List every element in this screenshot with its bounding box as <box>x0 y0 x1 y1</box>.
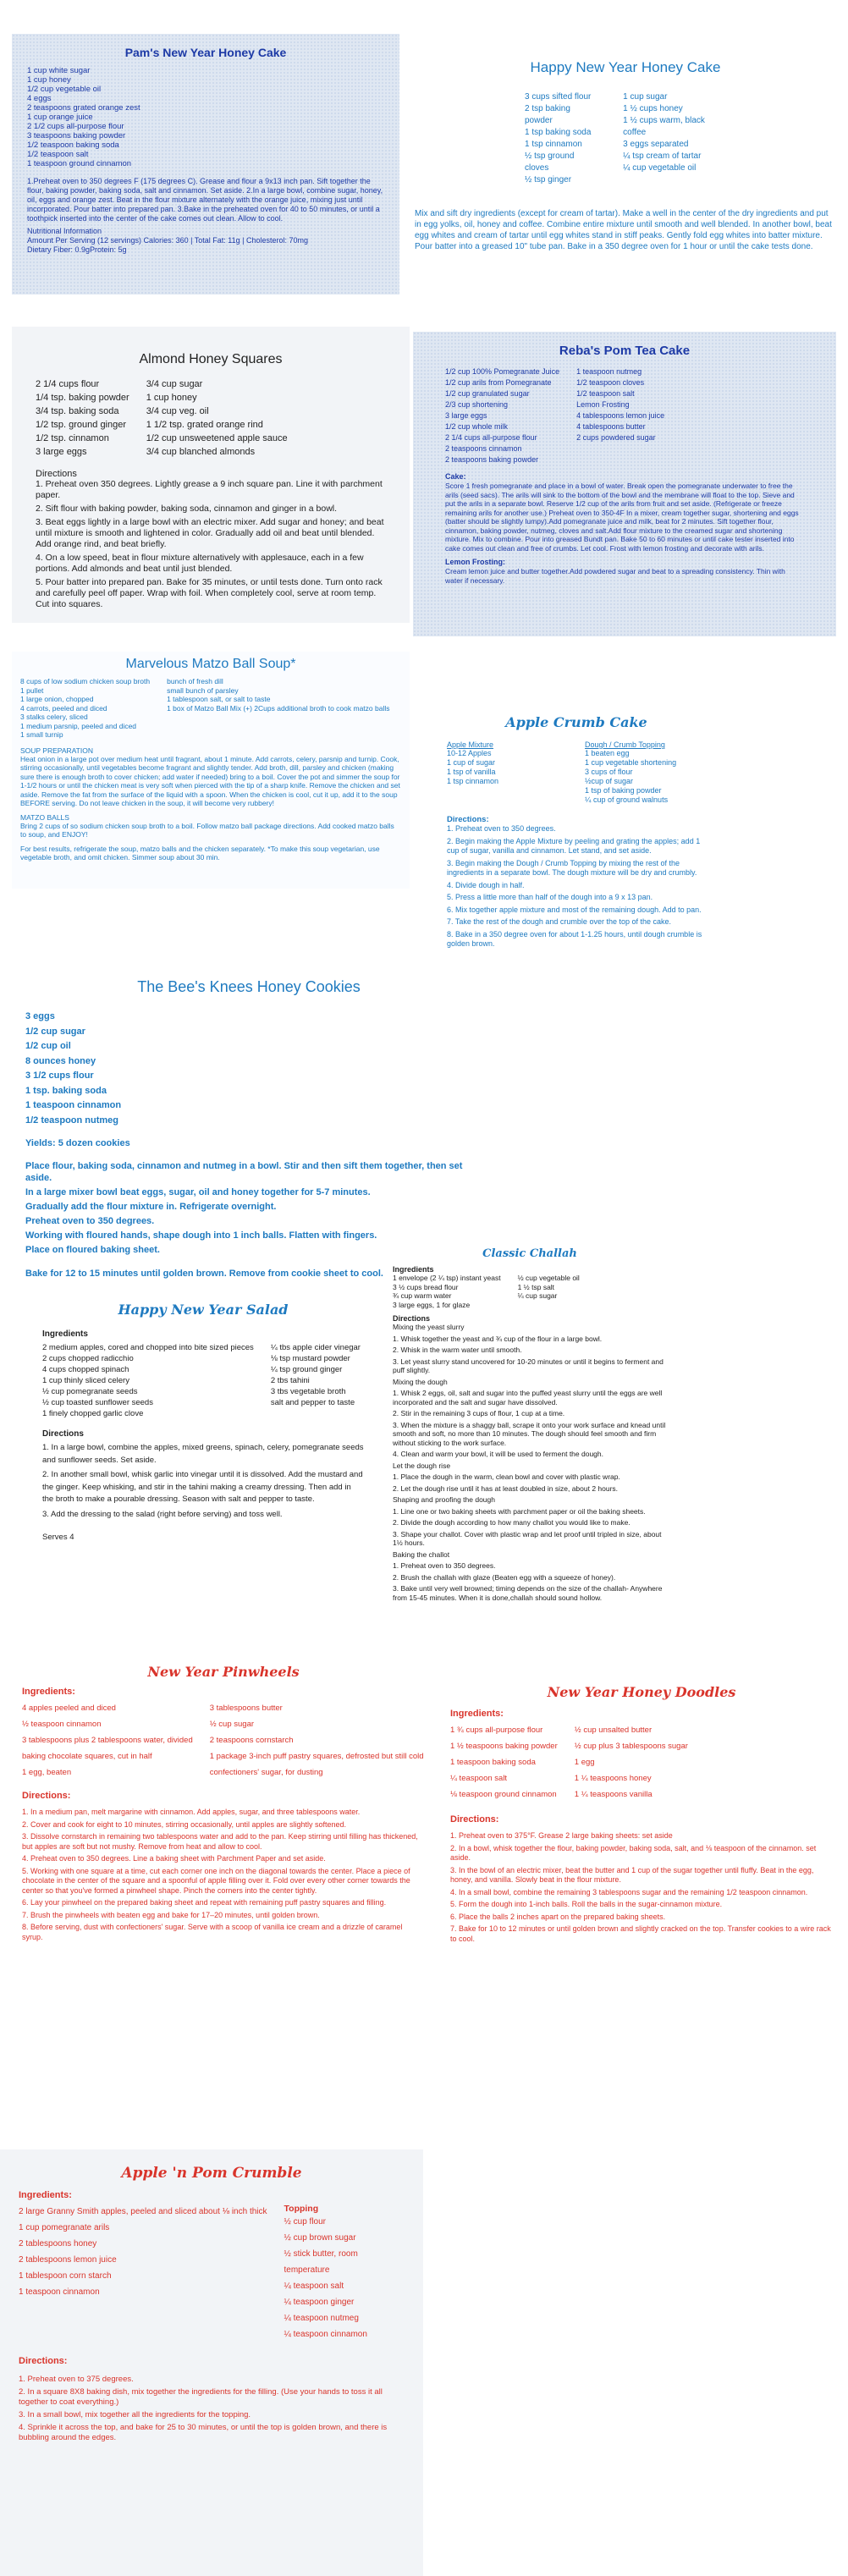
ingredient-list <box>585 749 706 805</box>
ingredient-item: 1 cup sugar <box>623 92 668 102</box>
ingredient-list <box>445 366 559 465</box>
ingredient-item: ½cup of sugar <box>585 777 634 785</box>
apple-pom-crumble-card <box>0 2149 423 2576</box>
ingredient-item: 4 tablespoons lemon juice <box>576 411 665 420</box>
ingredient-item: 1 teaspoon baking soda <box>450 1758 536 1767</box>
ingredient-item: 3 tbs vegetable broth <box>270 1387 346 1396</box>
topping-label: Topping <box>284 2204 319 2214</box>
ingredient-item: ½ cup plus 3 tablespoons sugar <box>574 1742 688 1751</box>
directions-list <box>447 824 706 949</box>
ingredient-item: ¼ cup sugar <box>517 1291 558 1300</box>
ingredient-item: 1 finely chopped garlic clove <box>42 1409 144 1418</box>
direction-step: 3. In a small bowl, mix together all the ingredients for the topping. <box>19 2410 251 2419</box>
direction-step: 1. Line one or two baking sheets with parchment paper or oil the baking sheets. <box>393 1506 646 1516</box>
ingredient-item: 1 teaspoon nutmeg <box>576 367 642 376</box>
ingredient-item: ¼ tsp ground ginger <box>270 1365 343 1374</box>
apple-mixture-head: Apple Mixture <box>447 740 494 749</box>
ingredient-item: 3/4 tsp. baking soda <box>36 406 119 416</box>
direction-step: 2. Let the dough rise until it has at least doubled in size, about 2 hours. <box>393 1483 619 1493</box>
ingredient-list <box>146 377 288 459</box>
ingredient-item: ¼ teaspoon cinnamon <box>284 2330 367 2339</box>
ingredient-item: 4 cups chopped spinach <box>42 1365 129 1374</box>
direction-step: 3. When the mixture is a shaggy ball, scrape it onto your work surface and knead until smooth and soft, no more than 10 minutes. The dough should feel smooth and firm without sticking to the work surface. <box>393 1420 666 1447</box>
directions-label: Directions: <box>450 1814 499 1825</box>
ingredient-item: 1 1/2 tsp. grated orange rind <box>146 420 263 430</box>
bees-knees-cookies-card <box>12 973 486 1286</box>
direction-step: 2. Sift flour with baking powder, baking soda, cinnamon and ginger in a bowl. <box>36 504 338 514</box>
ingredient-list <box>167 677 389 740</box>
cake-label: Cake: <box>445 472 466 481</box>
directions-list <box>42 1442 364 1521</box>
direction-step: Let the dough rise <box>393 1461 451 1470</box>
ingredient-item: 1 ½ tsp salt <box>517 1282 555 1291</box>
ingredient-item: 1 ¾ cups all-purpose flour <box>450 1726 543 1735</box>
directions-text: 1.Preheat oven to 350 degrees F (175 degrees C). Grease and flour a 9x13 inch pan. Sift together the flour, baking powder, baking soda, salt and cinnamon. Set aside. 2.In a large bowl, combine sugar, honey, oil, eggs and orange zest. Beat in the flour mixture alternately with the orange juice, mixing just until incorporated. Pour batter into prepared pan. 3.Bake in the preheated oven for 40 to 50 minutes, or until a toothpick inserted into the center of the cake comes out clean. Allow to cool. <box>27 177 383 223</box>
ingredients-label: Ingredients: <box>450 1709 504 1719</box>
ingredient-item: 1/2 cup vegetable oil <box>27 85 102 94</box>
ingredients-label: Ingredients: <box>19 2190 72 2200</box>
directions-list <box>393 1323 667 1602</box>
ingredient-item: 1/2 teaspoon baking soda <box>27 140 119 150</box>
ingredient-item: 1 cup white sugar <box>27 66 91 75</box>
ingredient-item: 1 box of Matzo Ball Mix (+) 2Cups additional broth to cook matzo balls <box>167 703 390 713</box>
directions-label: Directions: <box>19 2356 68 2366</box>
ingredient-item: 3 tablespoons butter <box>209 1704 283 1713</box>
ingredient-item: ¼ teaspoon ginger <box>284 2298 355 2307</box>
ingredient-list <box>19 2204 267 2342</box>
directions-label: Directions: <box>22 1791 71 1801</box>
directions-list <box>36 479 386 610</box>
yields-text: Yields: 5 dozen cookies <box>25 1138 130 1148</box>
ingredient-columns <box>428 366 821 465</box>
direction-step: 2. In another small bowl, whisk garlic into vinegar until it is dissolved. Add the mustard and the ginger. Keep whisking, and stir in the tahini making a creamy dressing. Then add in the broth to make a pourable dressing. Season with salt and pepper to taste. <box>42 1470 363 1504</box>
direction-step: Place on floured baking sheet. <box>25 1245 160 1255</box>
ingredient-item: 2 teaspoons baking powder <box>445 455 539 464</box>
ingredient-item: 1/2 cup unsweetened apple sauce <box>146 433 288 443</box>
ingredient-item: 1/2 cup whole milk <box>445 422 509 431</box>
cake-directions: Score 1 fresh pomegranate and place in a bowl of water. Break open the pomegranate underwater to free the arils (seed sacs). The arils will sink to the bottom of the bowl and the membrane will float to the top. Sieve and put the arils in a separate bowl. Reserve 1/2 cup of the arils from fruit and set aside. (Refrigerate or freeze remaining arils for another use.) Preheat oven to 350-4F In a mixer, cream together sugar, shortening and eggs (batter should be slightly lumpy).Add pomegranate juice and milk, beat for 2 minutes. Sift together flour, cinnamon, baking powder, nutmeg, cloves and salt.Add flour mixture to the creamed sugar and shortening mixture. Mix to combine. Pour into greased Bundt pan. Bake 50 to 60 minutes or until cake tester inserted into cake comes out clean and free of crumbs. Let cool. Frost with lemon frosting and decorate with arils. <box>445 482 799 553</box>
ingredient-item: 1 tablespoon salt, or salt to taste <box>167 695 271 703</box>
ingredient-item: 8 ounces honey <box>25 1055 96 1066</box>
recipe-title: Marvelous Matzo Ball Soup* <box>125 657 296 671</box>
ingredient-item: 1 large onion, chopped <box>20 695 94 703</box>
ingredients-label: Ingredients <box>42 1329 88 1339</box>
frosting-label: Lemon Frosting: <box>445 558 505 566</box>
directions-list <box>450 1831 833 1944</box>
ingredient-columns <box>20 677 401 740</box>
direction-step: 5. Press a little more than half of the dough into a 9 x 13 pan. <box>447 893 653 901</box>
balls-label: MATZO BALLS <box>20 812 69 822</box>
ingredient-item: 4 apples peeled and diced <box>22 1704 116 1713</box>
ingredient-columns <box>42 1342 364 1419</box>
direction-step: Gradually add the flour mixture in. Refrigerate overnight. <box>25 1202 277 1212</box>
ingredient-item: 1 ¼ teaspoons vanilla <box>574 1790 653 1799</box>
happy-new-year-salad-card <box>34 1286 372 1608</box>
direction-step: 1. Preheat oven to 375°F. Grease 2 large baking sheets: set aside <box>450 1831 673 1840</box>
ingredient-item: 3 ½ cups bread flour <box>393 1282 459 1291</box>
balls-text: Bring 2 cups of so sodium chicken soup broth to a boil. Follow matzo ball package directions. Add cooked matzo balls to soup, and ENJOY! <box>20 821 394 839</box>
direction-step: 6. Mix together apple mixture and most of the remaining dough. Add to pan. <box>447 905 702 914</box>
ingredient-item: 1 tsp cinnamon <box>447 777 499 785</box>
direction-step: 1. In a medium pan, melt margarine with cinnamon. Add apples, sugar, and three tablespoons water. <box>22 1808 361 1816</box>
ingredient-item: ½ cup pomegranate seeds <box>42 1387 138 1396</box>
ingredient-item: 1/2 cup 100% Pomegranate Juice <box>445 367 560 376</box>
direction-step: 5. Form the dough into 1-inch balls. Roll the balls in the sugar-cinnamon mixture. <box>450 1900 723 1908</box>
ingredient-item: 1 tablespoon corn starch <box>19 2271 112 2281</box>
ingredient-item: ½ stick butter, room temperature <box>284 2249 358 2275</box>
ingredient-item: baking chocolate squares, cut in half <box>22 1752 152 1761</box>
ingredient-item: 3 large eggs <box>36 447 87 457</box>
ingredient-item: confectioners' sugar, for dusting <box>209 1768 323 1777</box>
ingredient-item: bunch of fresh dill <box>167 677 223 685</box>
ingredient-item: ¼ cup vegetable oil <box>623 163 697 173</box>
new-year-pinwheels-card <box>12 1659 435 2056</box>
ingredient-item: 2 1/4 cups all-purpose flour <box>445 433 537 442</box>
ingredient-item: 1 tsp cinnamon <box>525 140 582 149</box>
ingredient-list <box>36 377 129 459</box>
direction-step: 2. Stir in the remaining 3 cups of flour, 1 cup at a time. <box>393 1409 565 1417</box>
ingredient-item: 1/2 teaspoon cloves <box>576 378 645 387</box>
ingredient-item: 3 eggs separated <box>623 140 689 149</box>
ingredient-item: ½ cup unsalted butter <box>574 1726 653 1735</box>
ingredient-item: 1 tsp baking soda <box>525 128 592 137</box>
ingredient-item: 1 egg, beaten <box>22 1768 72 1777</box>
ingredient-item: 1 pullet <box>20 685 44 695</box>
ingredient-list <box>271 1342 361 1419</box>
ingredient-item: 1 ½ teaspoons baking powder <box>450 1742 558 1751</box>
ingredient-item: 1 medium parsnip, peeled and diced <box>20 721 137 730</box>
ingredient-item: small bunch of parsley <box>167 685 239 695</box>
ingredient-item: 1/4 tsp. baking powder <box>36 393 129 403</box>
ingredient-item: 2 tbs tahini <box>270 1376 310 1385</box>
directions-label: Directions <box>36 469 77 479</box>
ingredient-item: 8 cups of low sodium chicken soup broth <box>20 677 151 685</box>
direction-step: 4. On a low speed, beat in flour mixture alternatively with applesauce, each in a few portions. Add almonds and beat until just blended. <box>36 553 364 574</box>
ingredient-item: salt and pepper to taste <box>270 1398 355 1407</box>
ingredient-list <box>20 677 150 740</box>
classic-challah-card <box>386 1244 674 1642</box>
direction-step: 1. Place the dough in the warm, clean bowl and cover with plastic wrap. <box>393 1472 620 1481</box>
ingredient-item: ½ tsp ground cloves <box>525 151 575 173</box>
ingredient-list <box>525 91 597 186</box>
nutrition-text: Nutritional Information Amount Per Serving (12 servings) Calories: 360 | Total Fat: 11g | Cholesterol: 70mg Dietary Fiber: 0.9gProtein: 5g <box>27 227 309 254</box>
directions-label: Directions: <box>447 815 489 824</box>
ingredient-item: 1 cup thinly sliced celery <box>42 1376 129 1385</box>
direction-step: 6. Lay your pinwheel on the prepared baking sheet and repeat with remaining puff pastry squares and filling. <box>22 1898 387 1907</box>
ingredient-item: 4 tablespoons butter <box>576 422 646 431</box>
reba-pom-tea-cake-card <box>413 332 836 636</box>
ingredient-item: 1 cup honey <box>27 75 71 85</box>
ingredient-item: 1 small turnip <box>20 730 63 739</box>
ingredient-item: 3 stalks celery, sliced <box>20 713 88 721</box>
direction-step: 2. In a bowl, whisk together the flour, baking powder, baking soda, salt, and ⅛ teaspoon of the cinnamon. set aside. <box>450 1843 817 1862</box>
ingredient-columns <box>36 377 386 459</box>
direction-step: 2. In a square 8X8 baking dish, mix together the ingredients for the filling. (Use your hands to toss it all together to coat everything.) <box>19 2387 383 2407</box>
ingredient-item: ½ tsp ginger <box>525 175 572 184</box>
ingredient-item: 3 eggs <box>25 1011 55 1021</box>
prep-text: Heat onion in a large pot over medium heat until fragrant, about 1 minute. Add carrots, celery, parsnip and turnip. Cook, stirring occasionally, until vegetables become fragrant and slightly tender. Add broth, dill, parsley and chicken (making sure there is enough broth to cover chicken; add water if needed) bring to a boil. Cover the pot and simmer the soup for 1-1/2 hours or until the chicken meat is very soft when pierced with the tip of a sharp knife. Remove the chicken and set aside. Remove the fat from the surface of the liquid with a spoon. When the chicken is cool, cut it up, add it to the soup BEFORE serving. Do not leave chicken in the soup, it will become very rubbery! <box>20 754 400 807</box>
ingredient-columns <box>447 740 706 805</box>
recipe-title: Reba's Pom Tea Cake <box>559 344 691 358</box>
ingredient-list <box>42 1342 254 1419</box>
ingredient-item: 2 teaspoons cinnamon <box>445 444 522 453</box>
ingredient-item: 2 tsp baking powder <box>525 104 570 125</box>
ingredient-item: 1 beaten egg <box>585 749 630 757</box>
ingredient-item: 2 1/4 cups flour <box>36 379 100 389</box>
recipe-title: Happy New Year Honey Cake <box>530 59 721 75</box>
ingredient-item: 4 carrots, peeled and diced <box>20 703 107 713</box>
direction-step: 4. Sprinkle it across the top, and bake for 25 to 30 minutes, or until the top is golden brown, and there is bubbling around the edges. <box>19 2423 388 2442</box>
ingredients-label: Ingredients: <box>22 1687 75 1697</box>
ingredient-item: 1 teaspoon cinnamon <box>19 2287 100 2297</box>
ingredient-item: 1 cup of sugar <box>447 758 496 767</box>
direction-step: 3. Bake until very well browned; timing depends on the size of the challah- Anywhere from 15-45 minutes. When it is done,challah should sound hollow. <box>393 1584 663 1602</box>
direction-step: 1. Preheat oven to 350 degrees. <box>393 1561 496 1570</box>
ingredient-item: 2 cups powdered sugar <box>576 433 656 442</box>
ingredient-list <box>393 1274 501 1309</box>
direction-step: 7. Bake for 10 to 12 minutes or until golden brown and slightly cracked on the top. Transfer cookies to a wire rack to cool. <box>450 1924 831 1943</box>
direction-step: 5. Pour batter into prepared pan. Bake for 35 minutes, or until tests done. Turn onto rack and carefully peel off paper. Wrap with foil. When completely cool, serve at room temp. Cut into squares. <box>36 577 383 609</box>
apple-crumb-cake-card <box>437 709 716 963</box>
ingredient-columns <box>415 91 836 186</box>
ingredient-item: 3/4 cup sugar <box>146 379 203 389</box>
ingredient-item: 1/2 teaspoon salt <box>27 150 89 159</box>
ingredient-item: 2 1/2 cups all-purpose flour <box>27 122 124 131</box>
direction-step: 3. Add the dressing to the salad (right before serving) and toss well. <box>42 1509 283 1519</box>
matzo-ball-soup-card <box>12 652 410 889</box>
ingredient-item: ⅛ tsp mustard powder <box>270 1354 350 1363</box>
direction-step: 1. Preheat oven to 350 degrees. <box>447 824 556 833</box>
ingredient-item: 2 teaspoons cornstarch <box>209 1736 294 1745</box>
ingredient-list <box>27 66 384 168</box>
almond-honey-squares-card <box>12 327 410 623</box>
ingredient-item: 1 teaspoon ground cinnamon <box>27 159 132 168</box>
direction-step: Baking the challot <box>393 1549 450 1559</box>
ingredient-list <box>576 366 664 465</box>
ingredient-list <box>518 1274 580 1309</box>
direction-step: 7. Take the rest of the dough and crumble over the top of the cake. <box>447 917 672 926</box>
ingredient-item: ½ cup flour <box>284 2217 326 2226</box>
ingredient-columns <box>393 1274 667 1309</box>
ingredient-item: 1 cup vegetable shortening <box>585 758 677 767</box>
ingredient-item: 1 cup orange juice <box>27 113 93 122</box>
direction-step: 4. Preheat oven to 350 degrees. Line a baking sheet with Parchment Paper and set aside. <box>22 1854 326 1863</box>
direction-step: 1. Preheat oven 350 degrees. Lightly grease a 9 inch square pan. Line it with parchment paper. <box>36 479 383 500</box>
ingredient-list <box>284 2214 405 2342</box>
ingredient-item: 3 cups sifted flour <box>525 92 592 102</box>
direction-step: Preheat oven to 350 degrees. <box>25 1216 155 1226</box>
directions-text: Mix and sift dry ingredients (except for cream of tartar). Make a well in the center of the dry ingredients and put in egg yolks, oil, honey and coffee. Combine entire mixture until smooth and well blended. In another bowl, beat egg whites and cream of tartar until egg whites stand in stiff peaks. Gently fold egg whites into batter mixture. Pour batter into a greased 10" tube pan. Bake in a 350 degree oven for 1 hour or until the cake tests done. <box>415 209 832 251</box>
directions-list <box>19 2375 405 2443</box>
ingredient-item: ¼ teaspoon salt <box>450 1774 508 1783</box>
ingredient-item: 4 eggs <box>27 94 52 103</box>
ingredient-list <box>575 1722 688 1803</box>
ingredients-label: Ingredients <box>393 1265 434 1274</box>
direction-step: 6. Place the balls 2 inches apart on the prepared baking sheets. <box>450 1912 666 1921</box>
direction-step: 4. Divide dough in half. <box>447 880 525 889</box>
ingredient-item: 1/2 teaspoon nutmeg <box>25 1115 119 1126</box>
ingredient-item: 1 teaspoon cinnamon <box>25 1100 122 1110</box>
direction-step: 4. Clean and warm your bowl, it will be used to ferment the dough. <box>393 1450 603 1458</box>
ingredient-list <box>25 1010 472 1128</box>
ingredient-item: 1 tsp of baking powder <box>585 786 662 795</box>
ingredient-item: 3 large eggs, 1 for glaze <box>393 1300 471 1309</box>
ingredient-item: 1/2 cup granulated sugar <box>445 389 530 398</box>
recipe-title: Apple 'n Pom Crumble <box>121 2165 302 2182</box>
ingredient-item: 1 egg <box>574 1758 595 1767</box>
direction-step: 5. Working with one square at a time, cut each corner one inch on the diagonal towards the center. Place a piece of chocolate in the center of the square and a spoonful of apple filling over it. Fold over every other corner towards the center so that you've formed a pinwheel shape. Pinch the corners into the center tightly. <box>22 1866 410 1895</box>
direction-step: In a large mixer bowl beat eggs, sugar, oil and honey together for 5-7 minutes. <box>25 1187 371 1197</box>
ingredient-item: 3 cups of flour <box>585 768 633 776</box>
crumb-topping-head: Dough / Crumb Topping <box>585 740 665 749</box>
prep-label: SOUP PREPARATION <box>20 746 93 755</box>
recipe-title: New Year Pinwheels <box>147 1664 300 1680</box>
ingredient-item: 1/2 cup oil <box>25 1041 71 1051</box>
ingredient-item: 10-12 Apples <box>447 749 492 757</box>
ingredient-item: 1/2 tsp. cinnamon <box>36 433 109 443</box>
ingredient-item: 3 1/2 cups flour <box>25 1071 94 1081</box>
ingredient-item: 1 cup pomegranate arils <box>19 2223 110 2232</box>
direction-step: Mixing the yeast slurry <box>393 1323 465 1331</box>
ingredient-columns <box>22 1700 425 1781</box>
ingredient-item: ¼ tsp cream of tartar <box>623 151 702 161</box>
ingredient-item: 3 tablespoons plus 2 tablespoons water, divided <box>22 1736 193 1745</box>
direction-step: 7. Brush the pinwheels with beaten egg and bake for 17–20 minutes, until golden brown. <box>22 1910 320 1919</box>
ingredient-item: 2 large Granny Smith apples, peeled and sliced about ⅛ inch thick <box>19 2207 267 2216</box>
ingredient-item: ¼ tbs apple cider vinegar <box>270 1343 361 1352</box>
recipe-title: Happy New Year Salad <box>118 1302 289 1318</box>
ingredient-item: 1/2 cup sugar <box>25 1026 85 1037</box>
direction-step: Bake for 12 to 15 minutes until golden brown. Remove from cookie sheet to cool. <box>25 1269 383 1279</box>
direction-step: Working with floured hands, shape dough into 1 inch balls. Flatten with fingers. <box>25 1230 377 1241</box>
direction-step: 1. Whisk 2 eggs, oil, salt and sugar into the puffed yeast slurry until the eggs are well incorporated and the salt and sugar have dissolved. <box>393 1389 663 1406</box>
ingredient-item: 1 ½ cups honey <box>623 104 683 113</box>
ingredient-item: ½ cup brown sugar <box>284 2233 356 2243</box>
ingredient-columns <box>19 2204 405 2342</box>
ingredient-item: 1 tsp of vanilla <box>447 768 496 776</box>
direction-step: 1. In a large bowl, combine the apples, mixed greens, spinach, celery, pomegranate seeds and sunflower seeds. Set aside. <box>42 1443 364 1465</box>
ingredient-item: 1 ¼ teaspoons honey <box>574 1774 652 1783</box>
note-text: For best results, refrigerate the soup, matzo balls and the chicken separately. *To make this soup vegetarian, use vegetable broth, and omit chicken. Simmer soup about 30 min. <box>20 844 380 861</box>
ingredient-list <box>623 91 726 186</box>
ingredient-columns <box>450 1722 833 1803</box>
ingredient-item: 3/4 cup blanched almonds <box>146 447 256 457</box>
ingredient-item: 2 cups chopped radicchio <box>42 1354 134 1363</box>
recipe-title: Almond Honey Squares <box>139 352 283 366</box>
directions-label: Directions <box>393 1314 431 1323</box>
direction-step: 2. Divide the dough according to how many challot you would like to make. <box>393 1518 630 1527</box>
ingredient-item: ½ cup sugar <box>209 1720 255 1729</box>
direction-step: Mixing the dough <box>393 1377 448 1386</box>
direction-step: 2. Whisk in the warm water until smooth. <box>393 1346 522 1354</box>
ingredient-item: 2 tablespoons honey <box>19 2239 97 2248</box>
new-year-honey-doodles-card <box>440 1679 843 2068</box>
ingredient-item: 3 large eggs <box>445 411 487 420</box>
ingredient-item: 1/2 tsp. ground ginger <box>36 420 127 430</box>
recipe-title: Classic Challah <box>482 1247 577 1260</box>
direction-step: Shaping and proofing the dough <box>393 1495 495 1504</box>
direction-step: 3. Let yeast slurry stand uncovered for 10-20 minutes or until it begins to ferment and puff slightly. <box>393 1357 664 1374</box>
directions-label: Directions <box>42 1429 84 1439</box>
ingredient-item: 1 envelope (2 ¼ tsp) instant yeast <box>393 1274 501 1282</box>
direction-step: 3. In the bowl of an electric mixer, beat the butter and 1 cup of the sugar together until fluffy. Beat in the egg, honey, and vanilla. Slowly beat in the flour mixture. <box>450 1865 814 1884</box>
ingredient-item: ¾ cup warm water <box>393 1291 452 1300</box>
ingredient-item: 1 package 3-inch puff pastry squares, defrosted but still cold <box>209 1752 424 1761</box>
ingredient-item: ¼ cup of ground walnuts <box>585 795 669 804</box>
ingredient-list <box>210 1700 424 1781</box>
ingredient-item: ½ teaspoon cinnamon <box>22 1720 102 1729</box>
ingredient-item: 2/3 cup shortening <box>445 400 509 409</box>
direction-step: 2. Begin making the Apple Mixture by peeling and grating the apples; add 1 cup of sugar, vanilla and cinnamon. Let stand, and set aside. <box>447 836 701 855</box>
direction-step: Place flour, baking soda, cinnamon and nutmeg in a bowl. Stir and then sift them together, then set aside. <box>25 1161 463 1183</box>
direction-step: 8. Bake in a 350 degree oven for about 1-1.25 hours, until dough crumble is golden brown. <box>447 929 702 948</box>
recipe-title: Pam's New Year Honey Cake <box>124 46 287 59</box>
ingredient-list <box>22 1700 193 1781</box>
direction-step: 4. In a small bowl, combine the remaining 3 tablespoons sugar and the remaining 1/2 teaspoon cinnamon. <box>450 1887 808 1896</box>
ingredient-item: 2 teaspoons grated orange zest <box>27 103 140 113</box>
direction-step: 3. Beat eggs lightly in a large bowl with an electric mixer. Add sugar and honey; and beat until mixture is smooth and lightened in color. Gradually add oil and beat until blended. Add orange rind, and beat briefly. <box>36 517 384 549</box>
direction-step: 8. Before serving, dust with confectioners' sugar. Serve with a scoop of vanilla ice cream and a drizzle of caramel syrup. <box>22 1923 403 1941</box>
ingredient-item: ¼ teaspoon salt <box>284 2282 344 2291</box>
ingredient-item: ½ cup toasted sunflower seeds <box>42 1398 153 1407</box>
ingredient-item: 1 tsp. baking soda <box>25 1085 107 1096</box>
recipe-title: New Year Honey Doodles <box>547 1684 736 1700</box>
ingredient-item: ½ cup vegetable oil <box>517 1274 580 1282</box>
ingredient-item: 3/4 cup veg. oil <box>146 406 209 416</box>
ingredient-item: 1 ½ cups warm, black coffee <box>623 116 705 137</box>
direction-step: 2. Brush the challah with glaze (Beaten egg with a squeeze of honey). <box>393 1572 616 1582</box>
ingredient-item: 2 medium apples, cored and chopped into bite sized pieces <box>42 1343 254 1352</box>
ingredient-list <box>450 1722 558 1803</box>
direction-step: 2. Cover and cook for eight to 10 minutes, stirring occasionally, until apples are slightly softened. <box>22 1819 347 1829</box>
ingredient-item: Lemon Frosting <box>576 400 630 409</box>
happy-new-year-honey-cake-card <box>410 44 841 256</box>
recipe-title: The Bee's Knees Honey Cookies <box>137 978 361 995</box>
direction-step: 3. Begin making the Dough / Crumb Topping by mixing the rest of the ingredients in a separate bowl. The dough mixture will be dry and crumbly. <box>447 858 697 877</box>
frosting-directions: Cream lemon juice and butter together.Add powdered sugar and beat to a spreading consistency. Thin with water if necessary. <box>445 567 785 585</box>
direction-step: 1. Whisk together the yeast and ¾ cup of the flour in a large bowl. <box>393 1334 603 1343</box>
direction-step: 3. Shape your challot. Cover with plastic wrap and let proof until tripled in size, about 1½ hours. <box>393 1529 662 1547</box>
recipe-title: Apple Crumb Cake <box>505 714 647 730</box>
pams-honey-cake-card <box>12 34 399 294</box>
ingredient-item: 1/2 teaspoon salt <box>576 389 635 398</box>
directions-list <box>22 1808 425 1942</box>
serves-text: Serves 4 <box>42 1533 74 1542</box>
ingredient-item: ¼ teaspoon nutmeg <box>284 2314 359 2323</box>
ingredient-item: ⅛ teaspoon ground cinnamon <box>450 1790 557 1799</box>
ingredient-list <box>447 749 568 786</box>
ingredient-item: 3 teaspoons baking powder <box>27 131 126 140</box>
ingredient-item: 1/2 cup arils from Pomegranate <box>445 378 552 387</box>
ingredient-item: 2 tablespoons lemon juice <box>19 2255 117 2265</box>
direction-step: 1. Preheat oven to 375 degrees. <box>19 2375 134 2384</box>
ingredient-item: 1 cup honey <box>146 393 197 403</box>
direction-step: 3. Dissolve cornstarch in remaining two tablespoons water and add to the pan. Keep stirring until filling has thickened, but apples are soft but not mushy. Remove from heat and allow to cool. <box>22 1832 418 1851</box>
